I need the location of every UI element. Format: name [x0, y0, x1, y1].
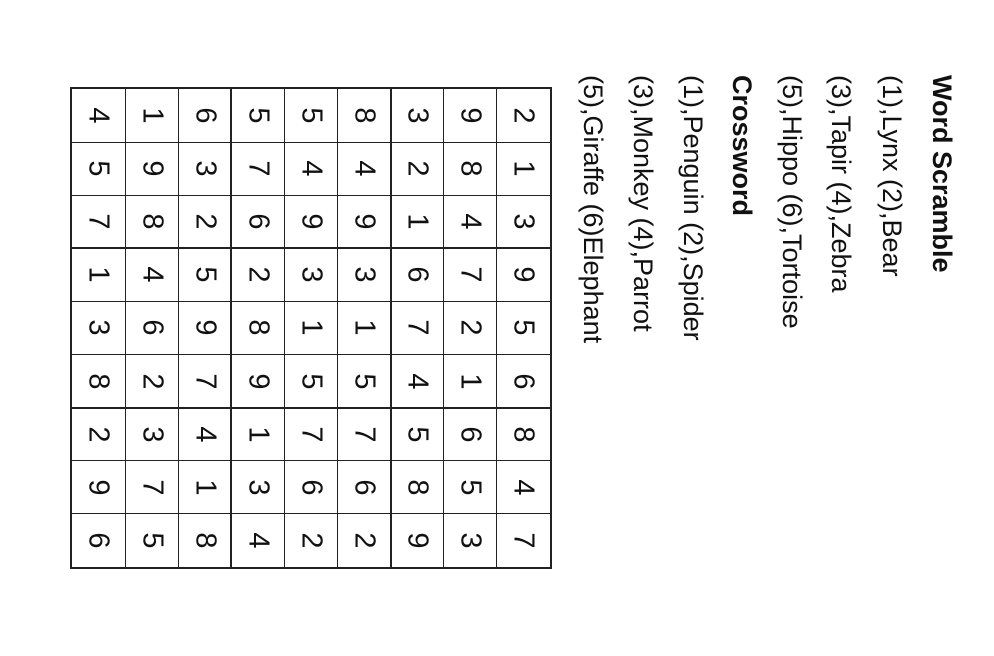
- sudoku-cell: [444, 195, 497, 248]
- sudoku-cell: [444, 142, 497, 195]
- sudoku-cell: [391, 301, 444, 354]
- sudoku-cell: [284, 142, 337, 195]
- sudoku-cell: [178, 355, 231, 408]
- sudoku-cell: [391, 195, 444, 248]
- sudoku-cell: [72, 461, 125, 514]
- sudoku-cell: [284, 195, 337, 248]
- grid-line: [337, 89, 338, 567]
- sudoku-cell: [338, 408, 391, 461]
- sudoku-digit: 5: [348, 373, 381, 390]
- sudoku-cell: [284, 355, 337, 408]
- sudoku-digit: 5: [454, 479, 487, 496]
- word-scramble-line: (5),Hippo (6),Tortoise: [777, 75, 807, 329]
- sudoku-cell: [284, 514, 337, 567]
- sudoku-digit: 9: [136, 160, 169, 177]
- sudoku-cell: [125, 248, 178, 301]
- crossword-heading: Crossword: [727, 75, 757, 217]
- sudoku-digit: 5: [401, 426, 434, 443]
- sudoku-cell: [125, 89, 178, 142]
- sudoku-digit: 2: [295, 532, 328, 549]
- sudoku-digit: 2: [136, 373, 169, 390]
- sudoku-cell: [125, 195, 178, 248]
- sudoku-cell: [284, 461, 337, 514]
- sudoku-cell: [231, 355, 284, 408]
- sudoku-digit: 9: [189, 319, 222, 337]
- sudoku-cell: [497, 195, 550, 248]
- sudoku-digit: 1: [242, 426, 275, 443]
- answer-key-rotated: [575, 75, 955, 475]
- sudoku-digit: 2: [83, 426, 116, 443]
- sudoku-cell: [178, 461, 231, 514]
- sudoku-digit: 7: [507, 532, 540, 549]
- sudoku-digit: 5: [295, 107, 328, 124]
- sudoku-digit: 2: [242, 266, 275, 283]
- sudoku-digit: 9: [83, 479, 116, 496]
- sudoku-digit: 6: [401, 266, 434, 283]
- sudoku-cell: [125, 461, 178, 514]
- sudoku-cell: [125, 408, 178, 461]
- sudoku-digit: 7: [348, 426, 381, 443]
- sudoku-digit: 1: [83, 266, 116, 283]
- sudoku-cell: [444, 408, 497, 461]
- sudoku-digit: 5: [242, 107, 275, 124]
- grid-line: [72, 407, 550, 409]
- sudoku-cell: [391, 142, 444, 195]
- sudoku-digit: 1: [136, 107, 169, 124]
- word-scramble-heading: Word Scramble: [927, 75, 957, 273]
- sudoku-cell: [391, 514, 444, 567]
- sudoku-digit: 9: [242, 373, 275, 390]
- sudoku-cell: [231, 514, 284, 567]
- grid-line: [284, 89, 285, 567]
- sudoku-digit: 6: [136, 319, 169, 337]
- sudoku-cell: [444, 514, 497, 567]
- sudoku-digit: 9: [507, 266, 540, 283]
- crossword-line: (5),Giraffe (6)Elephant: [578, 75, 608, 344]
- sudoku-cell: [72, 408, 125, 461]
- sudoku-digit: 2: [454, 319, 487, 337]
- sudoku-cell: [391, 461, 444, 514]
- sudoku-digit: 4: [83, 107, 116, 124]
- sudoku-digit: 2: [401, 160, 434, 177]
- sudoku-cell: [178, 248, 231, 301]
- sudoku-cell: [338, 248, 391, 301]
- sudoku-cell: [497, 355, 550, 408]
- sudoku-digit: 3: [454, 532, 487, 549]
- sudoku-cell: [178, 408, 231, 461]
- sudoku-cell: [338, 89, 391, 142]
- sudoku-digit: 9: [295, 213, 328, 230]
- word-scramble-line: (1),Lynx (2),Bear: [877, 75, 907, 277]
- sudoku-digit: 7: [401, 319, 434, 337]
- sudoku-cell: [72, 301, 125, 354]
- sudoku-cell: [231, 142, 284, 195]
- sudoku-cell: [231, 461, 284, 514]
- sudoku-cell: [338, 142, 391, 195]
- sudoku-cell: [284, 248, 337, 301]
- sudoku-digit: 7: [189, 373, 222, 390]
- grid-line: [72, 142, 550, 143]
- sudoku-cell: [497, 408, 550, 461]
- sudoku-digit: 8: [189, 532, 222, 549]
- sudoku-digit: 8: [136, 213, 169, 230]
- sudoku-digit: 1: [401, 213, 434, 230]
- sudoku-cell: [178, 89, 231, 142]
- sudoku-cell: [497, 301, 550, 354]
- sudoku-digit: 7: [454, 266, 487, 283]
- word-scramble-line: (3),Tapir (4),Zebra: [826, 75, 856, 293]
- sudoku-cell: [284, 301, 337, 354]
- sudoku-digit: 9: [454, 107, 487, 124]
- sudoku-digit: 4: [401, 373, 434, 390]
- sudoku-digit: 1: [348, 319, 381, 337]
- grid-line: [72, 195, 550, 196]
- sudoku-cell: [444, 355, 497, 408]
- sudoku-cell: [497, 514, 550, 567]
- sudoku-cell: [391, 408, 444, 461]
- sudoku-cell: [72, 195, 125, 248]
- grid-line: [72, 354, 550, 355]
- sudoku-digit: 4: [454, 213, 487, 230]
- sudoku-digit: 3: [295, 266, 328, 283]
- sudoku-cell: [444, 89, 497, 142]
- sudoku-digit: 2: [189, 213, 222, 230]
- grid-line: [72, 513, 550, 514]
- sudoku-digit: 5: [83, 160, 116, 177]
- sudoku-cell: [125, 301, 178, 354]
- sudoku-cell: [231, 248, 284, 301]
- grid-line: [496, 89, 497, 567]
- grid-line: [72, 247, 550, 249]
- grid-line: [72, 460, 550, 461]
- sudoku-cell: [338, 514, 391, 567]
- sudoku-digit: 8: [83, 373, 116, 390]
- sudoku-cell: [338, 195, 391, 248]
- grid-line: [390, 89, 392, 567]
- sudoku-digit: 6: [348, 479, 381, 496]
- sudoku-cell: [391, 355, 444, 408]
- sudoku-cell: [178, 301, 231, 354]
- sudoku-cell: [444, 301, 497, 354]
- sudoku-cell: [72, 142, 125, 195]
- sudoku-digit: 6: [83, 532, 116, 549]
- sudoku-cell: [178, 195, 231, 248]
- sudoku-digit: 7: [295, 426, 328, 443]
- sudoku-cell: [338, 355, 391, 408]
- grid-line: [178, 89, 179, 567]
- sudoku-digit: 8: [507, 426, 540, 443]
- sudoku-digit: 2: [507, 107, 540, 124]
- crossword-line: (3),Monkey (4),Parrot: [628, 75, 658, 332]
- sudoku-digit: 9: [401, 532, 434, 549]
- sudoku-digit: 4: [507, 479, 540, 496]
- sudoku-digit: 8: [454, 160, 487, 177]
- sudoku-cell: [178, 514, 231, 567]
- sudoku-cell: [284, 89, 337, 142]
- sudoku-cell: [391, 89, 444, 142]
- sudoku-digit: 6: [189, 107, 222, 124]
- sudoku-digit: 3: [136, 426, 169, 443]
- sudoku-digit: 1: [189, 479, 222, 496]
- sudoku-cell: [125, 514, 178, 567]
- sudoku-cell: [231, 301, 284, 354]
- sudoku-digit: 4: [295, 160, 328, 177]
- crossword-line: (1),Penguin (2),Spider: [678, 75, 708, 341]
- sudoku-digit: 8: [348, 107, 381, 124]
- sudoku-digit: 7: [242, 160, 275, 177]
- sudoku-digit: 4: [136, 266, 169, 283]
- sudoku-cell: [72, 89, 125, 142]
- sudoku-cell: [72, 248, 125, 301]
- sudoku-cell: [444, 248, 497, 301]
- sudoku-digit: 2: [348, 532, 381, 549]
- sudoku-digit: 7: [136, 479, 169, 496]
- sudoku-digit: 6: [295, 479, 328, 496]
- sudoku-digit: 4: [242, 532, 275, 549]
- sudoku-cell: [497, 142, 550, 195]
- grid-line: [72, 301, 550, 302]
- sudoku-cell: [72, 355, 125, 408]
- sudoku-cell: [444, 461, 497, 514]
- sudoku-digit: 9: [348, 213, 381, 230]
- sudoku-digit: 5: [136, 532, 169, 549]
- sudoku-digit: 3: [507, 213, 540, 230]
- sudoku-digit: 4: [348, 160, 381, 177]
- sudoku-digit: 6: [242, 213, 275, 230]
- sudoku-digit: 8: [401, 479, 434, 496]
- sudoku-digit: 1: [507, 160, 540, 177]
- sudoku-digit: 1: [454, 373, 487, 390]
- sudoku-digit: 5: [507, 319, 540, 337]
- grid-line: [443, 89, 444, 567]
- answer-key: [575, 75, 957, 455]
- sudoku-cell: [125, 355, 178, 408]
- sudoku-digit: 4: [189, 426, 222, 443]
- sudoku-cell: [231, 195, 284, 248]
- sudoku-cell: [231, 408, 284, 461]
- sudoku-digit: 3: [401, 107, 434, 124]
- sudoku-digit: 3: [189, 160, 222, 177]
- sudoku-cell: [178, 142, 231, 195]
- sudoku-cell: [497, 248, 550, 301]
- sudoku-cell: [72, 514, 125, 567]
- sudoku-cell: [284, 408, 337, 461]
- sudoku-cell: [338, 461, 391, 514]
- sudoku-digit: 3: [348, 266, 381, 283]
- sudoku-digit: 6: [507, 373, 540, 390]
- grid-line: [230, 89, 232, 567]
- sudoku-digit: 1: [295, 319, 328, 337]
- sudoku-digit: 3: [83, 319, 116, 337]
- sudoku-cell: [497, 461, 550, 514]
- sudoku-grid: [70, 87, 552, 569]
- sudoku-digit: 8: [242, 319, 275, 337]
- sudoku-digit: 5: [189, 266, 222, 283]
- sudoku-digit: 5: [295, 373, 328, 390]
- sudoku-cell: [125, 142, 178, 195]
- sudoku-cell: [338, 301, 391, 354]
- sudoku-digit: 6: [454, 426, 487, 443]
- sudoku-digit: 3: [242, 479, 275, 496]
- grid-line: [125, 89, 126, 567]
- sudoku-digit: 7: [83, 213, 116, 230]
- sudoku-cell: [497, 89, 550, 142]
- sudoku-cell: [391, 248, 444, 301]
- sudoku-cell: [231, 89, 284, 142]
